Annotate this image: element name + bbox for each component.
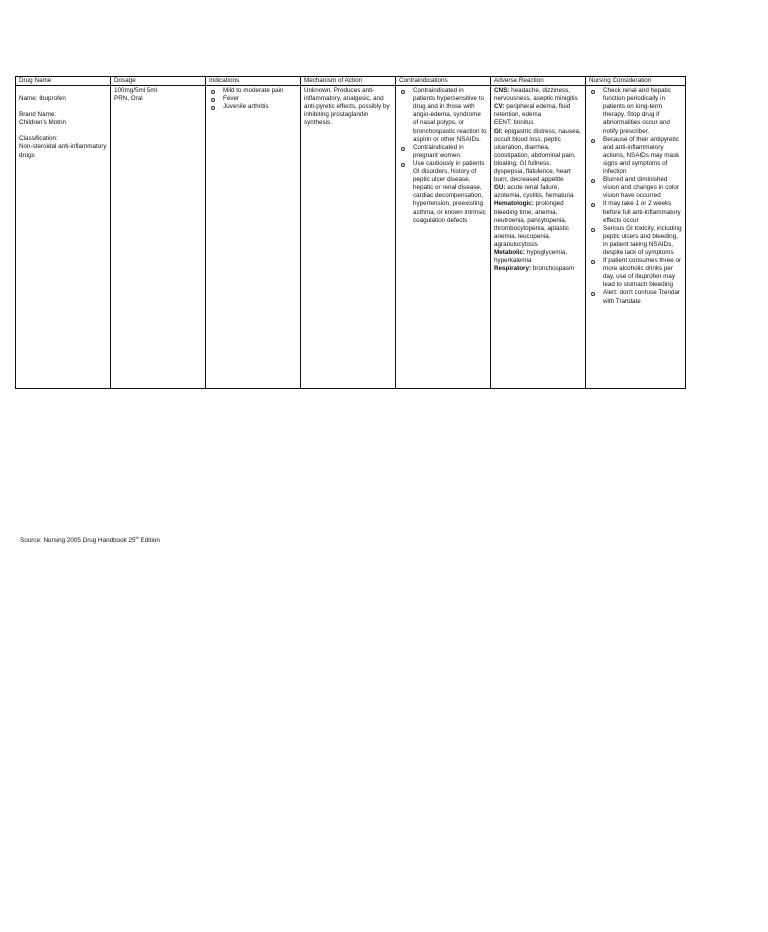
list-item: It may take 1 or 2 weeks before full anti-inflammatory effects occur — [589, 200, 682, 224]
drug-table — [15, 76, 686, 389]
source-superscript: th — [135, 535, 139, 540]
adverse-reaction-text: EENT: tinnitus — [494, 119, 534, 127]
adverse-reaction-item — [494, 103, 582, 119]
adverse-reaction-item — [494, 200, 582, 249]
indications-list — [209, 87, 297, 111]
header-contraindications: Contraindications — [396, 77, 491, 86]
dosage-amount: 100mg/5ml 5ml — [114, 87, 158, 95]
classification-label: Classification: — [19, 135, 58, 143]
adverse-reaction-label: GI: — [494, 127, 503, 135]
table-row — [16, 86, 686, 389]
adverse-reaction-text: hypoglycemia, hyperkalemia — [494, 248, 568, 265]
drug-name-cell — [16, 86, 111, 389]
header-adverse-reaction: Adverse Reaction — [491, 77, 586, 86]
header-mechanism: Mechanism of Action — [301, 77, 396, 86]
adverse-reaction-text: epigastric distress, nausea, occult blood loss, peptic ulceration, diarrhea, constipation, abdominal pain, bloating, GI fullness, dyspepsia, flatulence, heart burn, decreased appetite — [494, 127, 581, 184]
drug-name: Name: Ibuprofen — [19, 95, 66, 103]
adverse-reaction-item — [494, 249, 582, 265]
brand-name-label: Brand Name: — [19, 111, 57, 119]
header-nursing-consideration: Nursing Consideration — [586, 77, 686, 86]
list-item: Alert: don't confuse Trendar with Trandate — [589, 289, 682, 305]
nursing-consideration-cell — [586, 86, 686, 389]
table-header-row — [16, 77, 686, 86]
adverse-reaction-item — [494, 265, 582, 273]
nursing-list — [589, 87, 682, 306]
adverse-reaction-text: headache, dizziness, nervousness, aseptic minigitis — [494, 87, 578, 103]
source-citation — [20, 534, 160, 545]
contraindications-list — [399, 87, 487, 225]
indications-cell — [206, 86, 301, 389]
contraindications-cell — [396, 86, 491, 389]
adverse-reaction-item — [494, 184, 582, 200]
dosage-cell — [111, 86, 206, 389]
source-text: Source: Nursing 2005 Drug Handbook 25 — [20, 537, 136, 545]
header-drug-name: Drug Name — [16, 77, 111, 86]
adverse-reaction-item — [494, 87, 582, 103]
header-dosage: Dosage — [111, 77, 206, 86]
brand-name-value: Children's Motrin — [19, 119, 67, 127]
list-item: Contraindicated in patients hypersensitive to drug and in those with angio-edema, syndrome of nasal polyps, or bronchospastic reaction to aspirin or other NSAIDs. — [399, 87, 487, 144]
mechanism-cell: Unknown. Produces anti-inflammatory, analgesic, and anti-pyretic effects, possibly by inhibiting prostaglandin synthesis. — [301, 86, 396, 389]
adverse-reaction-label: Respiratory: — [494, 265, 532, 273]
list-item: Juvenile arthritis — [209, 103, 297, 111]
list-item: Because of their antipyretic and anti-inflammatory actions, NSAIDs may mask signs and symptoms of infection — [589, 136, 682, 176]
adverse-reaction-text: peripheral edema, fluid retention, edema — [494, 103, 571, 119]
adverse-reaction-item — [494, 119, 582, 127]
source-suffix: Edition — [138, 537, 160, 545]
adverse-reaction-text: bronchospasm — [531, 265, 575, 273]
list-item: Check renal and hepatic function periodically in patients on long-term therapy. Stop drug if abnormalities occur and notify prescriber. — [589, 87, 682, 136]
header-indications: Indications — [206, 77, 301, 86]
adverse-reaction-text: acute renal failure, azotemia, cystitis, hematuria — [494, 184, 574, 200]
list-item: If patient consumes three or more alcoholic drinks per day, use of ibuprofen may lead to stomach bleeding — [589, 257, 682, 289]
adverse-reaction-label: Hematologic: — [494, 200, 534, 208]
list-item: Fever — [209, 95, 297, 103]
list-item: Use cautiously in patients GI disorders, history of peptic ulcer disease, hepatic or renal disease, cardiac decompensation, hypertension, preexisting asthma, or known intrinsic coagulation defects — [399, 160, 487, 225]
adverse-reaction-label: Metabolic: — [494, 248, 526, 256]
adverse-reaction-label: CV: — [494, 103, 505, 111]
adverse-reaction-label: CNS: — [494, 87, 510, 95]
list-item: Contraindicated in pregnant women. — [399, 144, 487, 160]
list-item: Blurred and diminished vision and changes in color vision have occurred — [589, 176, 682, 200]
list-item: Serious GI toxicity, including peptic ulcers and bleeding, in patient taking NSAIDs, despite lack of symptoms — [589, 225, 682, 257]
adverse-reaction-cell — [491, 86, 586, 389]
classification-value: Non-steroidal anti-inflammatory drugs — [19, 143, 107, 159]
adverse-reaction-label: GU: — [494, 184, 506, 192]
adverse-reaction-text: prolonged bleeding time, anemia, neutroenia, pancytopenia, thrombocytopenia, aplastic anemia, leucopenia, agranulocytosis — [494, 200, 569, 248]
adverse-reaction-item — [494, 128, 582, 185]
list-item: Mild to moderate pain — [209, 87, 297, 95]
dosage-route: PRN, Oral — [114, 95, 143, 103]
